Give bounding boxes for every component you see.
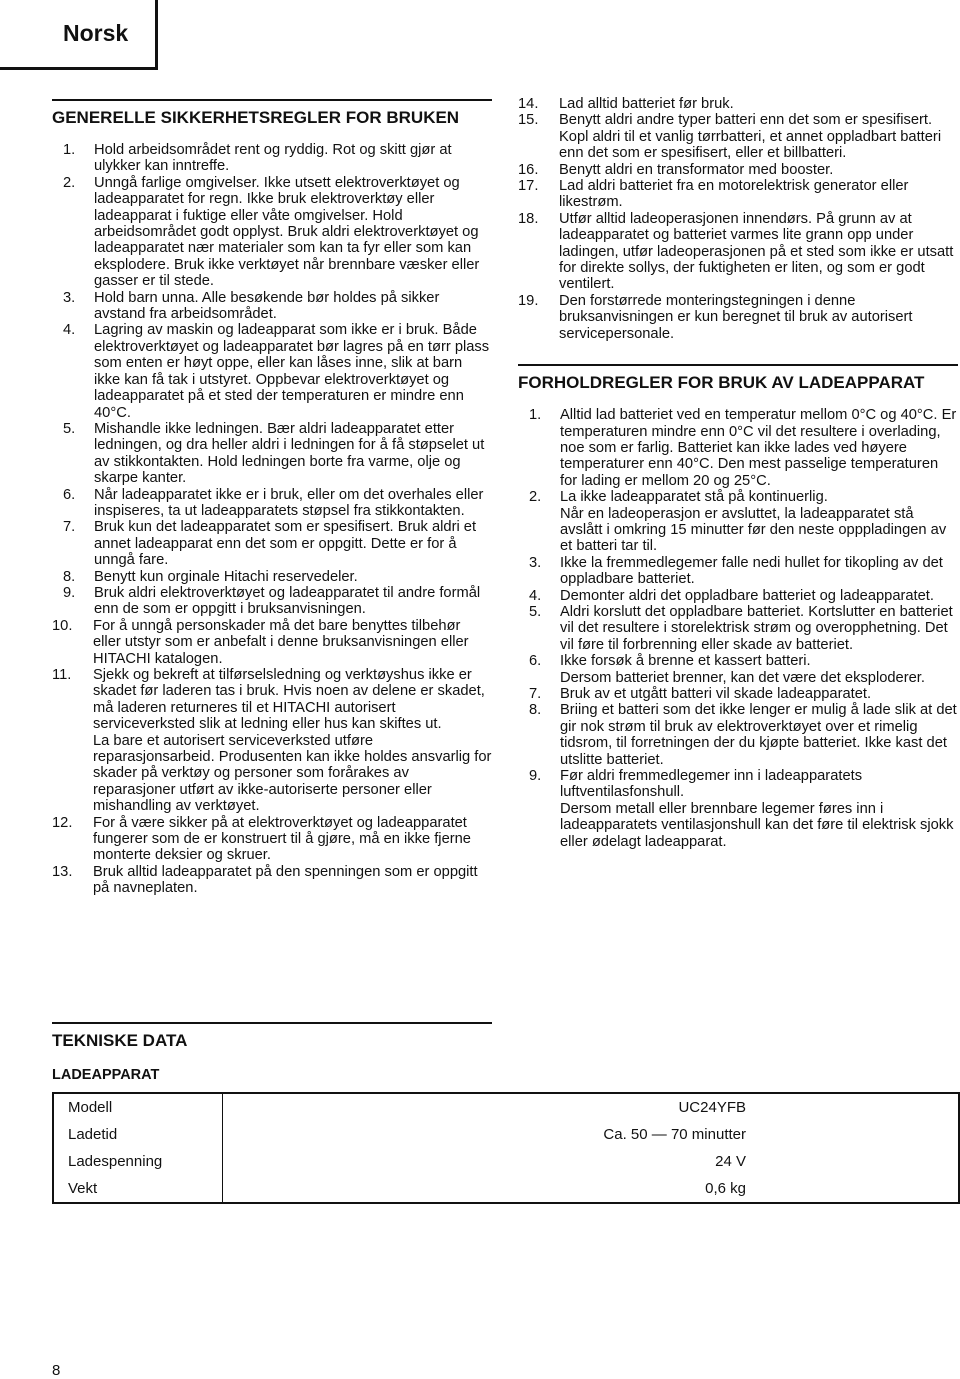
list-item: 18. Utfør alltid ladeoperasjonen innendørs. På grunn av at ladeapparatet og batteriet varmes lite grann opp under ladingen, utfør ladeoperasjonen på et sted som ikke er utsatt for direkte sollys, der fuktigheten er liten, og som er godt ventilert. (518, 210, 954, 293)
language-label: Norsk (63, 20, 129, 46)
spec-label: Vekt (53, 1175, 223, 1203)
list-item: 4. Lagring av maskin og ladeapparat som ikke er i bruk. Både elektroverktøyet og ladeapparatet bør lagres på en tørr plass som enten er høyt oppe, eller kan låses inne, slik at barn ikke kan få tak i utstyret. Oppbevar elektroverktøyet og ladeapparatet på et sted der temperaturen er mindre enn 40°C. (63, 322, 490, 421)
tech-data-subtitle: LADEAPPARAT (52, 1067, 160, 1083)
list-item: 15. Benytt aldri andre typer batteri enn det som er spesifisert. Kopl aldri til et vanlig tørrbatteri, et annet oppladbart batteri enn det som er spesifisert, eller et billbatteri. (518, 112, 942, 162)
list-item: 2. Unngå farlige omgivelser. Ikke utsett elektroverktøyet og ladeapparatet for regn. Ikke bruk elektroverktøy eller ladeapparat i fuktige eller våte omgivelser. Hold arbeidsområdet godt opplyst. Bruk aldri elektroverktøyet og ladeapparatet nær materialer som kan ta fyr eller som kan eksplodere. Bruk ikke verktøyet når brennbare væsker eller gasser er til stede. (63, 174, 480, 290)
list-item: 3. Hold barn unna. Alle besøkende bør holdes på sikker avstand fra arbeidsområdet. (63, 289, 440, 323)
spec-label: Modell (53, 1093, 223, 1121)
spec-label: Ladetid (53, 1121, 223, 1148)
list-item: 14. Lad alltid batteriet før bruk. (518, 96, 734, 112)
list-item: 2. La ikke ladeapparatet stå på kontinuerlig. Når en ladeoperasjon er avsluttet, la ladeapparatet stå avslått i omkring 15 minutter før den neste opppladingen av et batteri tar til. (529, 489, 947, 555)
precautions-title: FORHOLDREGLER FOR BRUK AV LADEAPPARAT (518, 373, 925, 393)
list-item: 4. Demonter aldri det oppladbare batteriet og ladeapparatet. (529, 587, 934, 604)
list-item: 3. Ikke la fremmedlegemer falle nedi hullet for tikopling av det oppladbare batteriet. (529, 554, 943, 588)
table-row (53, 1093, 959, 1121)
section-divider (518, 364, 958, 366)
tech-data-section (52, 1022, 492, 1083)
list-item: 12. For å være sikker på at elektroverktøyet og ladeapparatet fungerer som de er konstruert til å gjøre, må en ikke fjerne monterte deksier og skruer. (52, 814, 471, 864)
list-item: 9. Bruk aldri elektroverktøyet og ladeapparatet til andre formål enn de som er oppgitt i bruksanvisningen. (63, 584, 481, 618)
table-row (53, 1121, 959, 1148)
section-divider (52, 1022, 492, 1024)
list-item: 8. Benytt kun orginale Hitachi reservedeler. (63, 568, 358, 585)
general-rules-list (52, 142, 492, 618)
list-item: 7. Bruk kun det ladeapparatet som er spesifisert. Bruk aldri et annet ladeapparat enn det som er oppgitt. Dette er for å unngå fare. (63, 519, 477, 569)
list-item: 9. Før aldri fremmedlegemer inn i ladeapparatets luftventilasfonshull. Dersom metall eller brennbare legemer føres inn i ladeapparatets ventilasjonshull kan det føre til elektrisk sjokk eller ødelagt ladeapparat. (529, 768, 954, 850)
list-item: 16. Benytt aldri en transformator med booster. (518, 161, 834, 178)
tech-data-title: TEKNISKE DATA (52, 1031, 188, 1050)
spec-value: 24 V (715, 1153, 746, 1170)
list-item: 8. Briing et batteri som det ikke lenger er mulig å lade slik at det gir nok strøm til bruk av elektroverktøyet over et rimelig tidsrom, til forretningen der du kjøpte batteriet. Ikke kast det utslitte batteriet. (529, 702, 957, 768)
spec-value: Ca. 50 — 70 minutter (603, 1126, 746, 1143)
list-item: 10. For å unngå personskader må det bare benyttes tilbehør eller utstyr som er anbefalt i denne bruksanvisningen eller HITACHI katalogen. (52, 617, 469, 667)
general-rules-list-right (518, 96, 958, 342)
list-item: 5. Mishandle ikke ledningen. Bær aldri ladeapparatet etter ledningen, og dra heller aldri i ledningen for å få støpselet ut av stikkontakten. Hold ledningen borte fra varme, olje og skarpe kanter. (63, 420, 485, 487)
list-item: 7. Bruk av et utgått batteri vil skade ladeapparatet. (529, 686, 872, 702)
language-header-tab (0, 0, 158, 70)
list-item: 1. Alltid lad batteriet ved en temperatur mellom 0°C og 40°C. Er temperaturen mindre enn 0°C vil det resultere i overlading, noe som er farlig. Batteriet kan ikke lades ved høyere temperaturer enn 40°C. Den mest passelige temperaturen for lading er mellom 20 og 25°C. (529, 407, 957, 489)
general-rules-list-continued (52, 618, 492, 897)
precautions-list (518, 407, 958, 850)
list-item: 5. Aldri korslutt det oppladbare batteriet. Kortslutter en batteriet vil det resultere i storelektrisk strøm og overopphetning. Det vil føre til forbrenning eller skade av batteriet. (529, 603, 953, 653)
spec-label: Ladespenning (53, 1148, 223, 1175)
spec-value: 0,6 kg (705, 1180, 746, 1197)
list-item: 17. Lad aldri batteriet fra en motorelektrisk generator eller likestrøm. (518, 178, 909, 211)
general-rules-column (52, 99, 492, 897)
list-item: 6. Når ladeapparatet ikke er i bruk, eller om det overhales eller inspiseres, ta ut ladeapparatets støpsel fra stikkontakten. (63, 486, 484, 519)
table-row (53, 1175, 959, 1203)
list-item: 11. Sjekk og bekreft at tilførselsledning og verktøyshus ikke er skadet før laderen tas i bruk. Hvis noen av delene er skadet, må laderen returneres til et HITACHI autorisert serviceverksted slik at ledning eller hus kan skiftes ut. La bare et autorisert serviceverksted utføre reparasjonsarbeid. Produsenten kan ikke holdes ansvarlig for skader på verktøy og personer som forårakes av reparasjoner utført av ikke-autoriserte personer eller mishandling av verktøyet. (52, 667, 492, 815)
general-rules-title: GENERELLE SIKKERHETSREGLER FOR BRUKEN (52, 108, 460, 127)
spec-table (52, 1092, 960, 1204)
table-row (53, 1148, 959, 1175)
section-divider (52, 99, 492, 101)
spec-value: UC24YFB (678, 1099, 746, 1116)
list-item: 1. Hold arbeidsområdet rent og ryddig. Rot og skitt gjør at ulykker kan inntreffe. (63, 142, 452, 175)
right-column (518, 96, 958, 850)
list-item: 13. Bruk alltid ladeapparatet på den spenningen som er oppgitt på navneplaten. (52, 863, 478, 897)
page-number: 8 (52, 1362, 61, 1379)
list-item: 6. Ikke forsøk å brenne et kassert batteri. Dersom batteriet brenner, kan det være det eksploderer. (529, 653, 925, 686)
list-item: 19. Den forstørrede monteringstegningen i denne bruksanvisningen er kun beregnet til bruk av autorisert servicepersonale. (518, 292, 913, 342)
